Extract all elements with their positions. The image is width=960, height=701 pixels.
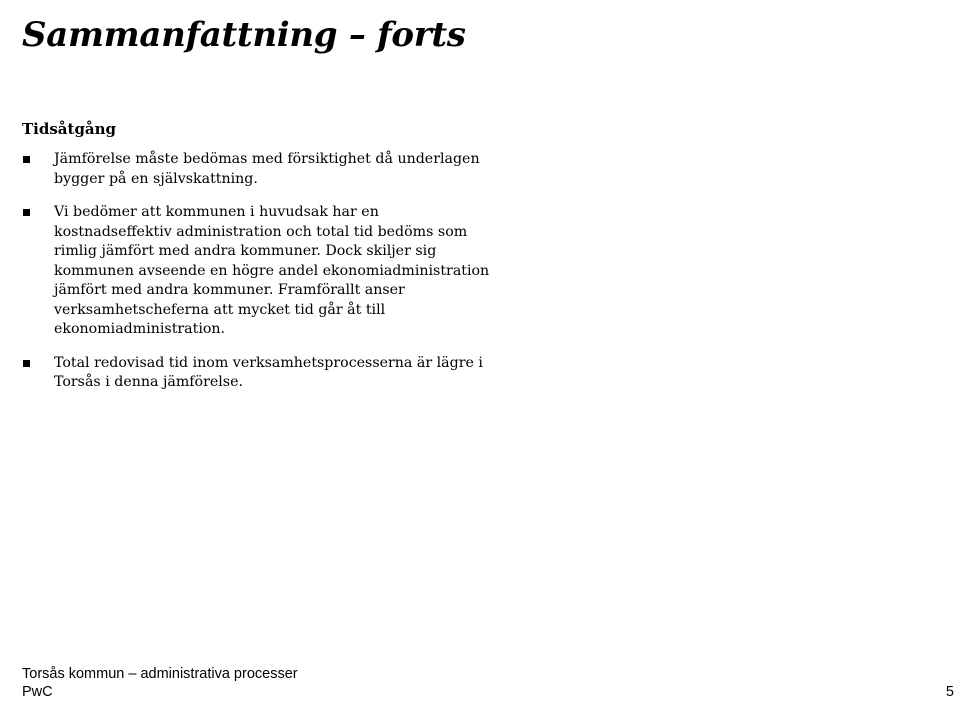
square-bullet-icon [23, 209, 30, 216]
slide-title: Sammanfattning – forts [22, 15, 466, 55]
section-heading: Tidsåtgång [22, 120, 117, 138]
bullet-list [22, 150, 492, 407]
bullet-text: Jämförelse måste bedömas med försiktighet då underlagen bygger på en självskattning. [54, 151, 480, 187]
footer-title: Torsås kommun – administrativa processer [22, 666, 298, 682]
page-number: 5 [945, 684, 954, 700]
footer-brand: PwC [22, 684, 53, 700]
square-bullet-icon [23, 156, 30, 163]
bullet-text: Vi bedömer att kommunen i huvudsak har en kostnadseffektiv administration och total tid bedöms som rimlig jämfört med andra kommuner. Dock skiljer sig kommunen avseende en högre andel ekonomiadministration jämfört med andra kommuner. Framförallt anser verksamhetscheferna att mycket tid går åt till ekonomiadministration. [54, 204, 490, 337]
bullet-text: Total redovisad tid inom verksamhetsprocesserna är lägre i Torsås i denna jämförelse. [54, 354, 483, 390]
bullet-item [22, 203, 492, 340]
square-bullet-icon [23, 360, 30, 367]
bullet-item [22, 150, 492, 189]
bullet-item [22, 354, 492, 393]
